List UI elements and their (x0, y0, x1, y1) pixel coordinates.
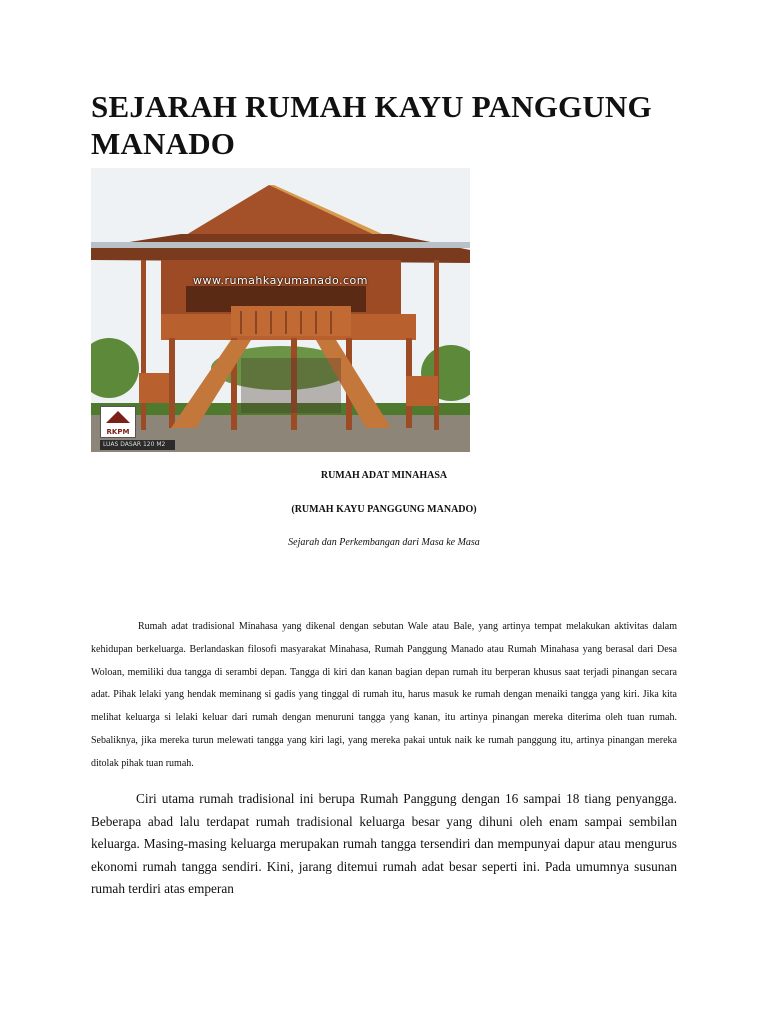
logo-text: RKPM (106, 428, 130, 436)
house-illustration (91, 168, 470, 452)
rkpm-logo (100, 406, 136, 438)
subtitle-rumah-kayu: (RUMAH KAYU PANGGUNG MANADO) (291, 504, 477, 515)
photo-watermark: www.rumahkayumanado.com (193, 274, 368, 287)
paragraph-wale: Rumah adat tradisional Minahasa yang dikenal dengan sebutan Wale atau Bale, yang artinya tempat melakukan aktivitas dalam kehidupan berkeluarga. Berlandaskan filosofi masyarakat Minahasa, Rumah Panggung Manado atau Rumah Minahasa yang berasal dari Desa Woloan, memiliki dua tangga di serambi depan. Tangga di kiri dan kanan bagian depan rumah itu berperan khusus saat terjadi pinangan secara adat. Pihak lelaki yang hendak meminang si gadis yang tinggal di rumah itu, harus masuk ke rumah dengan menaiki tangga yang kiri. Jika kita melihat keluarga si lelaki keluar dari rumah dengan menuruni tangga yang kanan, itu artinya pinangan mereka diterima oleh tuan rumah. Sebaliknya, jika mereka turun melewati tangga yang kiri lagi, yang mereka pakai untuk naik ke rumah panggung itu, artinya pinangan mereka ditolak pihak tuan rumah. (91, 621, 677, 769)
subtitle-rumah-adat: RUMAH ADAT MINAHASA (320, 470, 448, 481)
house-photo (91, 168, 470, 452)
roof-logo-icon (101, 407, 135, 425)
subtitle-sejarah: Sejarah dan Perkembangan dari Masa ke Masa (288, 537, 480, 548)
paragraph-ciri-utama: Ciri utama rumah tradisional ini berupa Rumah Panggung dengan 16 sampai 18 tiang penyangga. Beberapa abad lalu terdapat rumah tradisional keluarga besar yang dihuni oleh enam sampai sembilan keluarga. Masing-masing keluarga merupakan rumah tangga tersendiri dan mempunyai dapur atau mengurus ekonomi rumah tangga sendiri. Kini, jarang ditemui rumah adat besar seperti ini. Pada umumnya susunan rumah terdiri atas emperan (91, 791, 677, 896)
page-title: SEJARAH RUMAH KAYU PANGGUNG MANADO (91, 89, 652, 161)
photo-caption: LUAS DASAR 120 M2 (100, 440, 175, 450)
